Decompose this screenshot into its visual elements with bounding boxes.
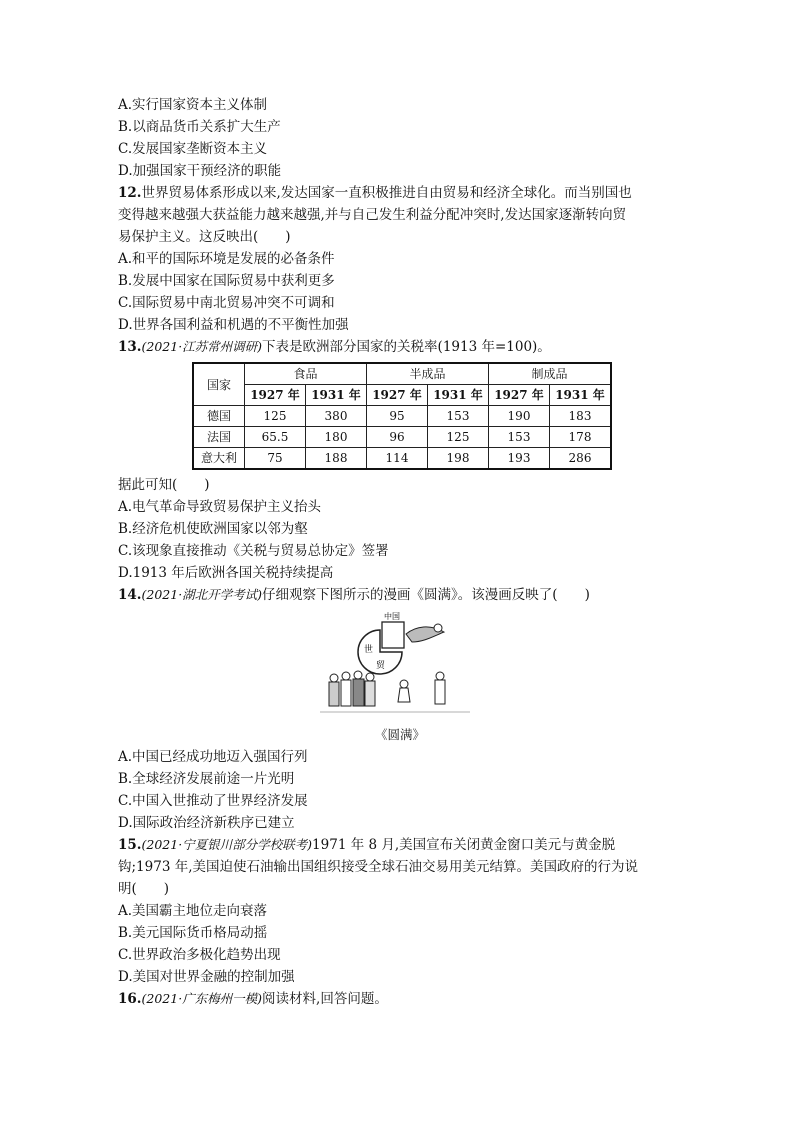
table-cell: 114 <box>367 448 428 470</box>
question-number: 12. <box>118 185 142 201</box>
table-year-header: 1931 年 <box>306 385 367 406</box>
table-cell: 153 <box>489 427 550 448</box>
table-cell: 125 <box>245 406 306 427</box>
crowd-figures-icon <box>329 671 445 706</box>
table-cell: 380 <box>306 406 367 427</box>
question-text: 钩;1973 年,美国迫使石油输出国组织接受全球石油交易用美元结算。美国政府的行为说 <box>118 859 638 875</box>
question-source: (2021·湖北开学考试) <box>141 587 263 602</box>
question-source: (2021·江苏常州调研) <box>141 339 263 354</box>
option[interactable]: D.加强国家干预经济的职能 <box>118 163 282 179</box>
option[interactable]: A.实行国家资本主义体制 <box>118 97 268 113</box>
exam-page <box>118 94 682 1010</box>
question-text: 阅读材料,回答问题。 <box>262 991 388 1007</box>
question-15 <box>118 834 682 988</box>
cartoon-label-china: 中国 <box>384 612 400 621</box>
table-year-header: 1927 年 <box>489 385 550 406</box>
question-text: 明( ) <box>118 881 170 897</box>
table-cell: 190 <box>489 406 550 427</box>
table-cell: 153 <box>428 406 489 427</box>
question-source: (2021·广东梅州一模) <box>141 991 263 1006</box>
table-cell: 125 <box>428 427 489 448</box>
table-cell: 65.5 <box>245 427 306 448</box>
table-cell: 180 <box>306 427 367 448</box>
table-year-header: 1927 年 <box>245 385 306 406</box>
cartoon-label-shi: 世 <box>364 645 374 655</box>
table-group-header: 半成品 <box>367 363 489 385</box>
table-year-header: 1927 年 <box>367 385 428 406</box>
table-cell: 193 <box>489 448 550 470</box>
question-text: 易保护主义。这反映出( ) <box>118 229 291 245</box>
option[interactable]: C.国际贸易中南北贸易冲突不可调和 <box>118 295 335 311</box>
option[interactable]: B.美元国际货币格局动摇 <box>118 925 268 941</box>
option[interactable]: C.中国入世推动了世界经济发展 <box>118 793 308 809</box>
q11-options <box>118 94 682 182</box>
option[interactable]: A.美国霸主地位走向衰落 <box>118 903 268 919</box>
option[interactable]: A.和平的国际环境是发展的必备条件 <box>118 251 335 267</box>
question-text: 世界贸易体系形成以来,发达国家一直积极推进自由贸易和经济全球化。而当别国也 <box>141 185 632 201</box>
question-text: 变得越来越强大获益能力越来越强,并与自己发生利益分配冲突时,发达国家逐渐转向贸 <box>118 207 627 223</box>
table-group-header: 制成品 <box>489 363 612 385</box>
option[interactable]: D.美国对世界金融的控制加强 <box>118 969 295 985</box>
cartoon-caption: 《圆满》 <box>374 727 425 742</box>
table-cell: 286 <box>550 448 612 470</box>
question-number: 15. <box>118 837 142 853</box>
question-number: 14. <box>118 587 142 603</box>
question-16 <box>118 988 682 1010</box>
table-cell: 96 <box>367 427 428 448</box>
flying-figure-head-icon <box>434 624 442 632</box>
option[interactable]: D.世界各国利益和机遇的不平衡性加强 <box>118 317 349 333</box>
table-row <box>193 406 611 427</box>
table-cell: 183 <box>550 406 612 427</box>
table-cell: 198 <box>428 448 489 470</box>
option[interactable]: B.发展中国家在国际贸易中获利更多 <box>118 273 335 289</box>
option[interactable]: B.全球经济发展前途一片光明 <box>118 771 295 787</box>
question-12 <box>118 182 682 336</box>
question-14 <box>118 584 682 834</box>
option[interactable]: A.电气革命导致贸易保护主义抬头 <box>118 499 322 515</box>
question-source: (2021·宁夏银川部分学校联考) <box>141 837 313 852</box>
table-cell: 178 <box>550 427 612 448</box>
option[interactable]: D.1913 年后欧洲各国关税持续提高 <box>118 565 334 581</box>
table-cell-country: 法国 <box>193 427 245 448</box>
cartoon-label-mao: 贸 <box>376 661 386 671</box>
china-piece <box>382 622 404 648</box>
question-text: 1971 年 8 月,美国宣布关闭黄金窗口美元与黄金脱 <box>312 837 616 853</box>
table-cell: 188 <box>306 448 367 470</box>
tariff-table <box>192 362 612 470</box>
table-year-header: 1931 年 <box>550 385 612 406</box>
table-row <box>193 448 611 470</box>
question-number: 16. <box>118 991 142 1007</box>
question-number: 13. <box>118 339 142 355</box>
table-cell-country: 意大利 <box>193 448 245 470</box>
table-cell-country: 德国 <box>193 406 245 427</box>
table-group-header: 食品 <box>245 363 367 385</box>
option[interactable]: C.发展国家垄断资本主义 <box>118 141 268 157</box>
cartoon-yuanman <box>320 612 470 722</box>
table-cell: 75 <box>245 448 306 470</box>
question-text: 据此可知( ) <box>118 477 210 493</box>
option[interactable]: C.世界政治多极化趋势出现 <box>118 947 281 963</box>
question-text: 下表是欧洲部分国家的关税率(1913 年=100)。 <box>262 339 551 355</box>
table-row <box>193 427 611 448</box>
option[interactable]: B.以商品货币关系扩大生产 <box>118 119 281 135</box>
table-year-header: 1931 年 <box>428 385 489 406</box>
question-13 <box>118 336 682 584</box>
table-cell: 95 <box>367 406 428 427</box>
table-corner: 国家 <box>193 363 245 406</box>
question-text: 仔细观察下图所示的漫画《圆满》。该漫画反映了( ) <box>262 587 590 603</box>
option[interactable]: C.该现象直接推动《关税与贸易总协定》签署 <box>118 543 389 559</box>
option[interactable]: B.经济危机使欧洲国家以邻为壑 <box>118 521 308 537</box>
option[interactable]: D.国际政治经济新秩序已建立 <box>118 815 295 831</box>
option[interactable]: A.中国已经成功地迈入强国行列 <box>118 749 308 765</box>
